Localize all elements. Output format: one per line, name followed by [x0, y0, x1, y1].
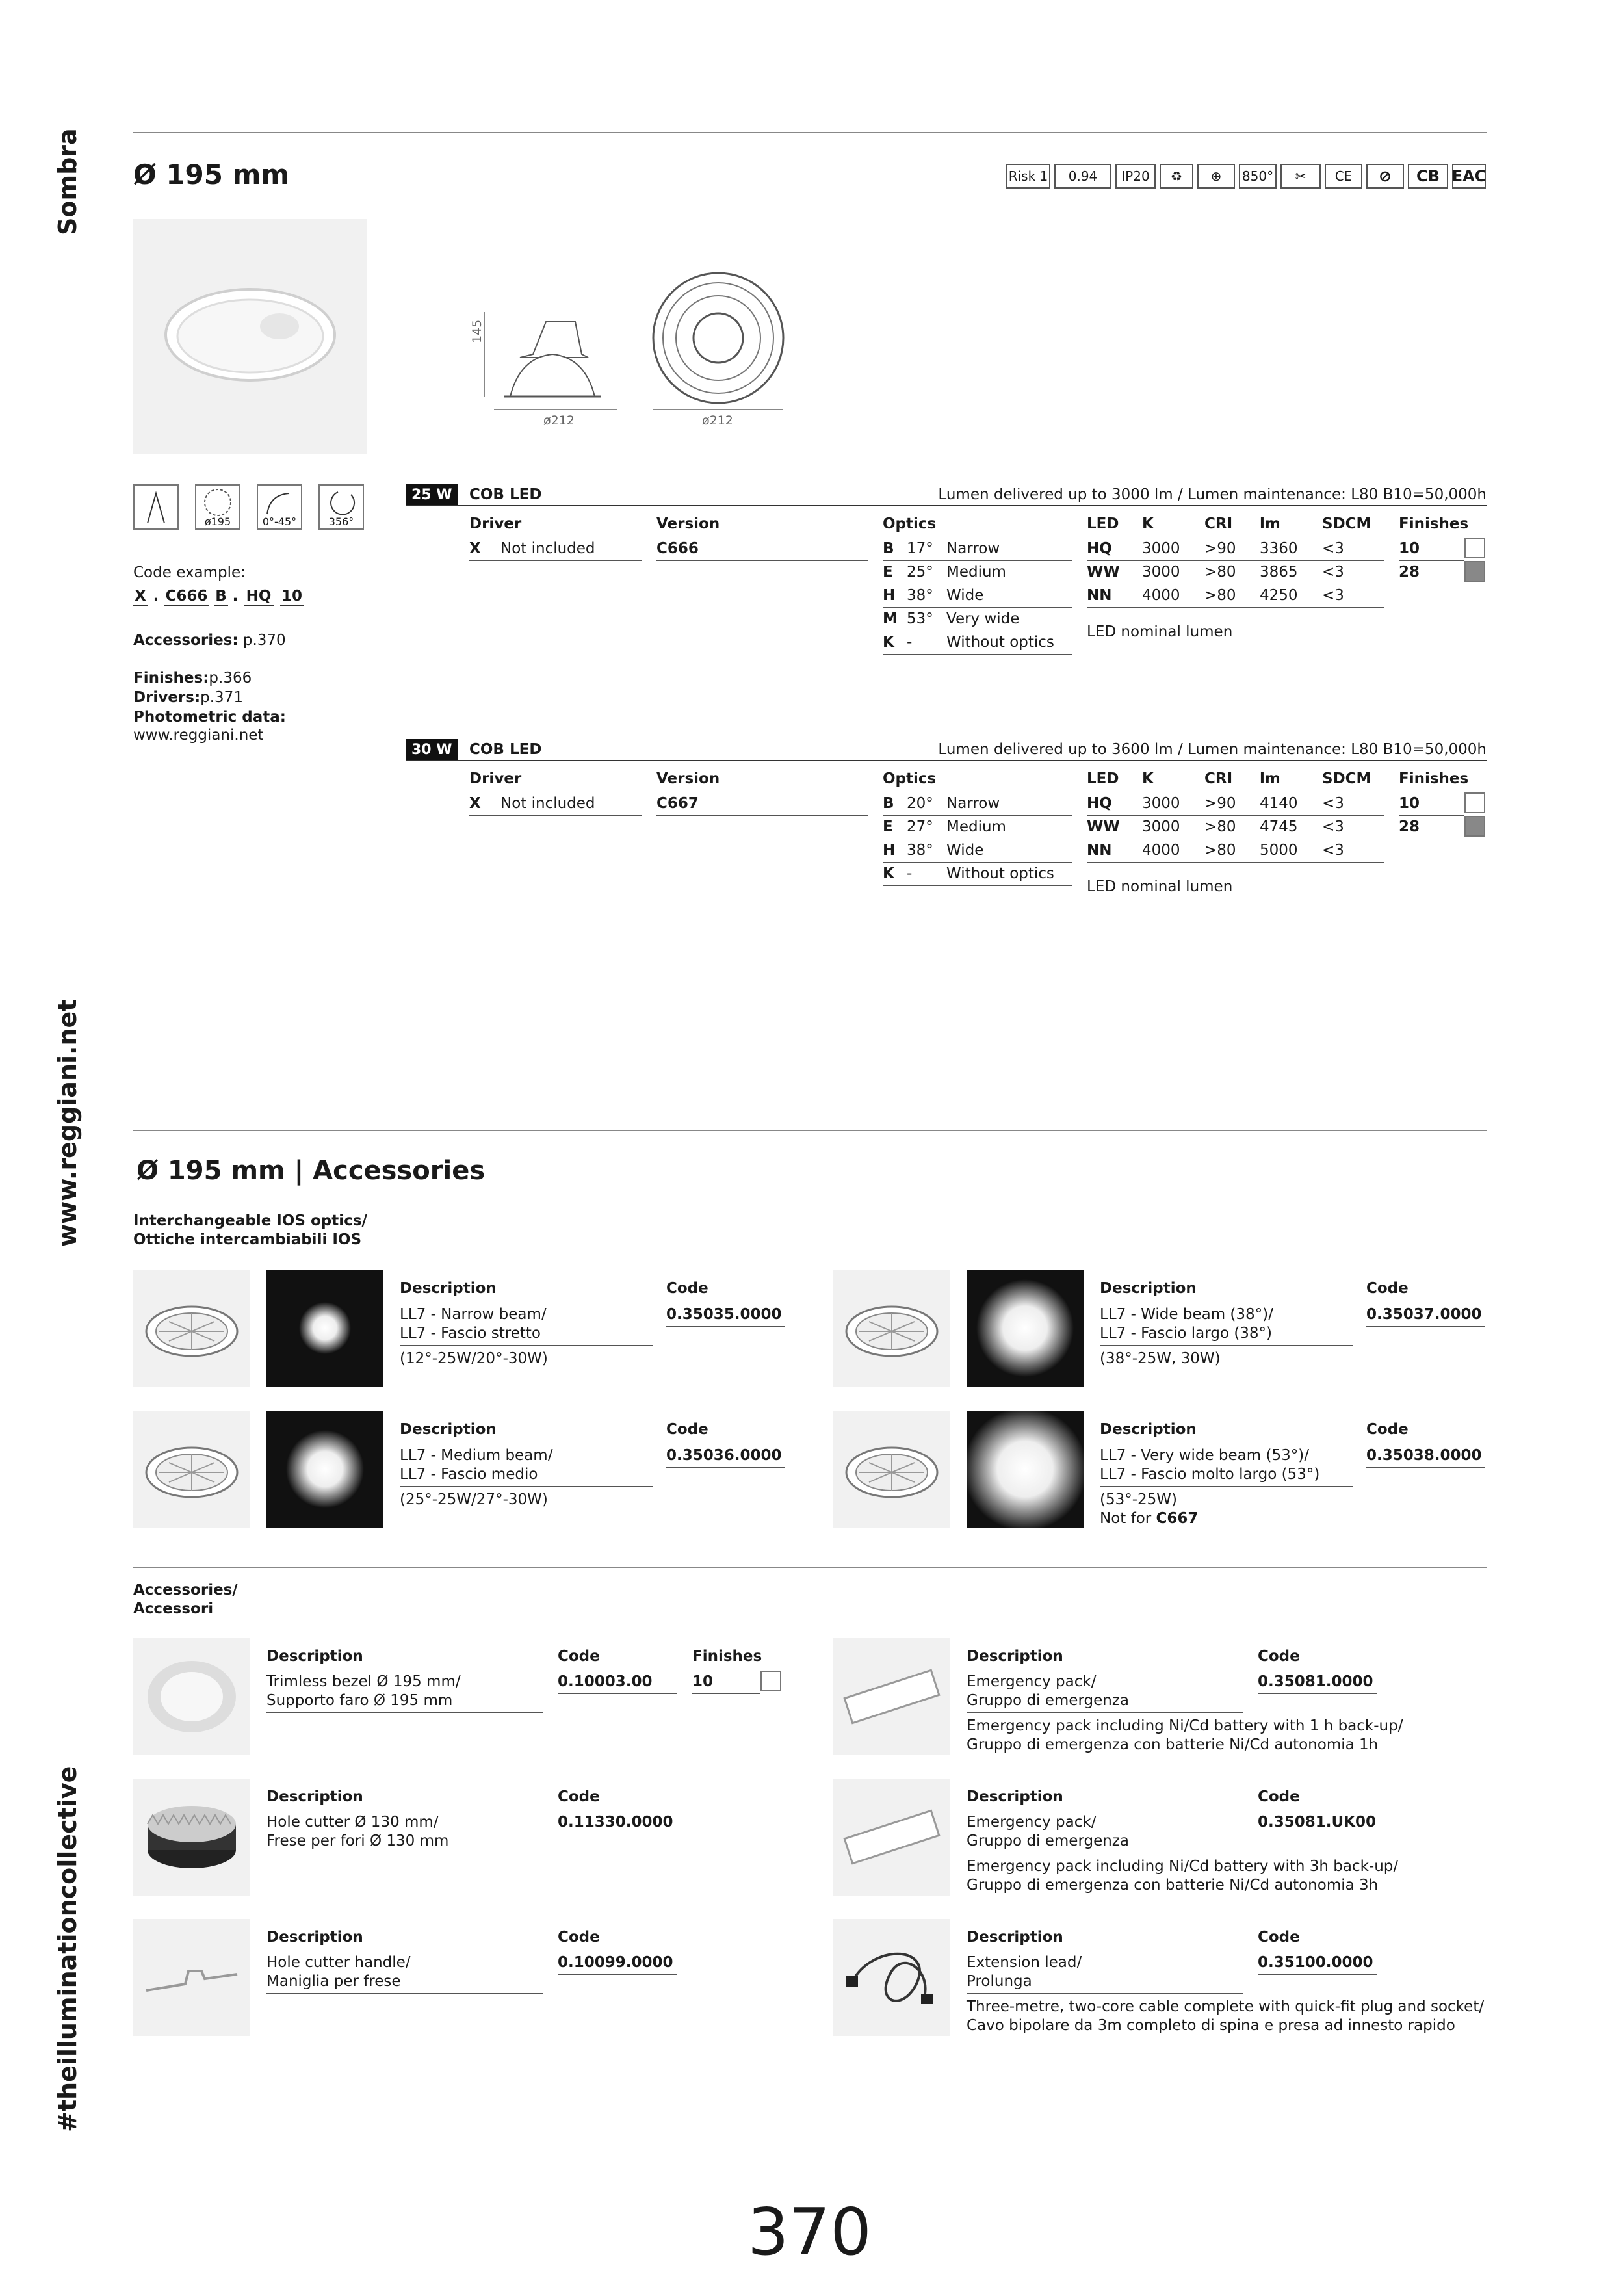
- cert-badge: 850°: [1239, 164, 1277, 189]
- finishes-ref: Finishes:p.366: [133, 670, 252, 686]
- beam-glow: [967, 1270, 1084, 1387]
- accessories-title: Ø 195 mm | Accessories: [136, 1156, 486, 1186]
- ios-desc-underline: [1100, 1486, 1353, 1487]
- col-header-lm: lm: [1260, 770, 1280, 787]
- downlight-image: [133, 219, 367, 454]
- acc-desc-line1: Trimless bezel Ø 195 mm/: [266, 1673, 461, 1690]
- optic-angle: 38°: [907, 587, 933, 604]
- drivers-ref: Drivers:p.371: [133, 689, 243, 706]
- accessory-photo: [133, 1638, 250, 1755]
- rotation-label: 356°: [328, 515, 354, 528]
- optic-name: Without optics: [946, 865, 1054, 882]
- acc-code: 0.35081.0000: [1258, 1673, 1373, 1690]
- reflector-image: [133, 1411, 250, 1528]
- ios-desc-line1: LL7 - Very wide beam (53°)/: [1100, 1447, 1309, 1464]
- cert-badge: ✂: [1280, 164, 1321, 189]
- optic-name: Very wide: [946, 610, 1020, 627]
- led-k: 3000: [1142, 795, 1180, 812]
- led-lm: 4250: [1260, 587, 1298, 604]
- col-header-lm: lm: [1260, 515, 1280, 532]
- reflector-photo: [833, 1270, 950, 1387]
- acc-desc-underline: [967, 1993, 1243, 1994]
- acc-desc-line1: Hole cutter Ø 130 mm/: [266, 1814, 439, 1831]
- led-underline: [1087, 607, 1384, 608]
- version-underline: [656, 815, 868, 816]
- acc-code-header: Code: [558, 1648, 600, 1665]
- driver-label: Not included: [500, 795, 595, 812]
- cert-badge: CB: [1408, 164, 1448, 189]
- led-lm: 3865: [1260, 564, 1298, 581]
- ios-desc-header: Description: [1100, 1280, 1197, 1297]
- reflector-image: [833, 1270, 950, 1387]
- sidebar-website[interactable]: www.reggiani.net: [53, 999, 82, 1247]
- acc-note-line2: Gruppo di emergenza con batterie Ni/Cd autonomia 3h: [967, 1877, 1379, 1894]
- finish-swatch: [1464, 538, 1485, 558]
- col-header-sdcm: SDCM: [1322, 770, 1371, 787]
- optic-angle: 20°: [907, 795, 933, 812]
- ios-desc-line1: LL7 - Medium beam/: [400, 1447, 553, 1464]
- col-header-finishes: Finishes: [1399, 770, 1469, 787]
- rotation-icon: [318, 484, 364, 530]
- optic-code: E: [883, 564, 893, 581]
- optic-name: Narrow: [946, 540, 1000, 557]
- acc-code-underline: [1258, 1693, 1377, 1694]
- accessory-image: [833, 1779, 950, 1896]
- optic-name: Wide: [946, 842, 984, 859]
- ios-desc-header: Description: [400, 1280, 497, 1297]
- ios-desc-line1: LL7 - Wide beam (38°)/: [1100, 1306, 1273, 1323]
- product-photo: [133, 219, 367, 454]
- version-code: C666: [656, 540, 699, 557]
- tilt-icon: [257, 484, 302, 530]
- acc-desc-line2: Supporto faro Ø 195 mm: [266, 1692, 453, 1709]
- acc-code: 0.11330.0000: [558, 1814, 673, 1831]
- acc-desc-line2: Gruppo di emergenza: [967, 1692, 1129, 1709]
- beam-photo: [967, 1411, 1084, 1528]
- led-cri: >90: [1204, 540, 1236, 557]
- page-number: 370: [747, 2194, 872, 2270]
- ios-desc-line2: LL7 - Fascio largo (38°): [1100, 1325, 1273, 1342]
- beam-glow: [266, 1411, 383, 1528]
- acc-note-line2: Gruppo di emergenza con batterie Ni/Cd autonomia 1h: [967, 1736, 1379, 1753]
- acc-finish-underline: [692, 1693, 760, 1694]
- ios-desc-line2: LL7 - Fascio stretto: [400, 1325, 541, 1342]
- acc-desc-header: Description: [266, 1788, 363, 1805]
- acc-code-underline: [558, 1974, 677, 1975]
- sidebar-hashtag: #theilluminationcollective: [53, 1766, 82, 2132]
- acc-finish-header: Finishes: [692, 1648, 762, 1665]
- col-header-version: Version: [656, 770, 720, 787]
- ios-code-underline: [666, 1326, 785, 1327]
- col-header-k: K: [1142, 770, 1154, 787]
- version-underline: [656, 560, 868, 561]
- led-underline: [1087, 560, 1384, 561]
- ios-desc-line3: (38°-25W, 30W): [1100, 1350, 1221, 1367]
- code-part: .: [153, 588, 159, 605]
- source-type: COB LED: [469, 741, 542, 758]
- acc-desc-header: Description: [967, 1929, 1063, 1946]
- optic-code: E: [883, 818, 893, 835]
- optic-underline: [883, 885, 1072, 886]
- reflector-photo: [833, 1411, 950, 1528]
- cert-badge: ⊕: [1197, 164, 1235, 189]
- reflector-photo: [133, 1270, 250, 1387]
- lumen-info: Lumen delivered up to 3600 lm / Lumen maintenance: L80 B10=50,000h: [938, 741, 1487, 758]
- ios-desc-line3: (53°-25W): [1100, 1491, 1178, 1508]
- cert-badge: Risk 1: [1006, 164, 1050, 189]
- ios-desc-underline: [1100, 1345, 1353, 1346]
- optic-name: Medium: [946, 818, 1006, 835]
- led-code: WW: [1087, 564, 1120, 581]
- acc-desc-line2: Frese per fori Ø 130 mm: [266, 1833, 449, 1849]
- ios-title-en: Interchangeable IOS optics/: [133, 1212, 367, 1229]
- optic-angle: 27°: [907, 818, 933, 835]
- acc-code: 0.10003.00: [558, 1673, 653, 1690]
- led-lm: 4745: [1260, 818, 1298, 835]
- finish-underline: [1399, 815, 1464, 816]
- ios-note-code: C667: [1156, 1510, 1199, 1527]
- optic-code: B: [883, 795, 894, 812]
- beam-glow: [266, 1270, 383, 1387]
- acc-finish-swatch: [760, 1671, 781, 1691]
- beam-icon: [133, 484, 179, 530]
- diameter-icon: [195, 484, 240, 530]
- ios-desc-line3: (12°-25W/20°-30W): [400, 1350, 548, 1367]
- accessory-photo: [133, 1779, 250, 1896]
- led-lm: 3360: [1260, 540, 1298, 557]
- led-cri: >80: [1204, 818, 1236, 835]
- acc-desc-underline: [967, 1712, 1243, 1713]
- optic-angle: 38°: [907, 842, 933, 859]
- led-sdcm: <3: [1322, 818, 1344, 835]
- page-title: Ø 195 mm: [133, 159, 290, 190]
- led-cri: >80: [1204, 564, 1236, 581]
- optic-underline: [883, 560, 1072, 561]
- block-rule: [406, 505, 1487, 506]
- acc-code: 0.35081.UK00: [1258, 1814, 1377, 1831]
- accessory-photo: [133, 1919, 250, 2036]
- acc-desc-underline: [266, 1993, 543, 1994]
- acc-desc-line1: Extension lead/: [967, 1954, 1082, 1971]
- acc-finish-code: 10: [692, 1673, 714, 1690]
- optic-code: M: [883, 610, 898, 627]
- accessory-image: [833, 1919, 950, 2036]
- finish-code: 10: [1399, 540, 1420, 557]
- beam-photo: [266, 1270, 383, 1387]
- col-header-led: LED: [1087, 515, 1119, 532]
- accessory-image: [133, 1779, 250, 1896]
- acc-note-line1: Emergency pack including Ni/Cd battery with 1 h back-up/: [967, 1717, 1403, 1734]
- diameter-label: ø195: [204, 515, 231, 528]
- optic-code: K: [883, 634, 894, 651]
- ios-desc-underline: [400, 1345, 653, 1346]
- accessory-image: [833, 1638, 950, 1755]
- finish-code: 28: [1399, 818, 1420, 835]
- col-header-cri: CRI: [1204, 770, 1233, 787]
- diameter-side: ø212: [543, 413, 575, 428]
- led-k: 3000: [1142, 540, 1180, 557]
- reflector-image: [833, 1411, 950, 1528]
- ios-code-underline: [1366, 1467, 1485, 1468]
- watt-tag: 30 W: [406, 739, 458, 760]
- optic-angle: 25°: [907, 564, 933, 581]
- col-header-optics: Optics: [883, 770, 937, 787]
- driver-code: X: [469, 795, 481, 812]
- acc-code-header: Code: [558, 1929, 600, 1946]
- beam-glow: [967, 1411, 1084, 1528]
- code-part: HQ: [244, 588, 274, 606]
- led-sdcm: <3: [1322, 540, 1344, 557]
- acc-desc-line1: Emergency pack/: [967, 1673, 1097, 1690]
- diameter-top: ø212: [702, 413, 733, 428]
- cert-badge: EAC: [1452, 164, 1486, 189]
- photometric-label: Photometric data:: [133, 709, 286, 725]
- code-part: X: [133, 588, 148, 606]
- driver-code: X: [469, 540, 481, 557]
- sidebar-brand: Sombra: [53, 128, 82, 235]
- ios-code-header: Code: [666, 1280, 708, 1297]
- led-cri: >80: [1204, 587, 1236, 604]
- col-header-sdcm: SDCM: [1322, 515, 1371, 532]
- cert-badge: 0.94: [1054, 164, 1111, 189]
- code-example-label: Code example:: [133, 564, 246, 581]
- acc-desc-line1: Hole cutter handle/: [266, 1954, 411, 1971]
- beam-photo: [967, 1270, 1084, 1387]
- led-k: 3000: [1142, 564, 1180, 581]
- ios-code: 0.35035.0000: [666, 1306, 782, 1323]
- acc-desc-header: Description: [266, 1929, 363, 1946]
- acc-desc-header: Description: [967, 1788, 1063, 1805]
- led-code: NN: [1087, 587, 1112, 604]
- col-header-led: LED: [1087, 770, 1119, 787]
- code-part: .: [232, 588, 239, 605]
- code-part: C666: [165, 588, 208, 605]
- acc-code: 0.35100.0000: [1258, 1954, 1373, 1971]
- finish-swatch: [1464, 792, 1485, 813]
- source-type: COB LED: [469, 486, 542, 503]
- led-sdcm: <3: [1322, 564, 1344, 581]
- accessory-photo: [833, 1919, 950, 2036]
- acc-code-header: Code: [1258, 1648, 1300, 1665]
- optic-underline: [883, 654, 1072, 655]
- ios-desc-underline: [400, 1486, 653, 1487]
- code-part: B: [214, 588, 228, 606]
- ios-code-header: Code: [1366, 1280, 1409, 1297]
- cert-badge: IP20: [1115, 164, 1156, 189]
- led-cri: >90: [1204, 795, 1236, 812]
- acc-desc-line1: Emergency pack/: [967, 1814, 1097, 1831]
- acc-title-it: Accessori: [133, 1600, 214, 1617]
- acc-desc-header: Description: [967, 1648, 1063, 1665]
- finish-swatch: [1464, 816, 1485, 837]
- accessory-photo: [833, 1638, 950, 1755]
- led-k: 3000: [1142, 818, 1180, 835]
- optic-name: Narrow: [946, 795, 1000, 812]
- col-header-cri: CRI: [1204, 515, 1233, 532]
- led-k: 4000: [1142, 587, 1180, 604]
- led-underline: [1087, 815, 1384, 816]
- ios-code: 0.35036.0000: [666, 1447, 782, 1464]
- ios-desc-line3: (25°-25W/27°-30W): [400, 1491, 548, 1508]
- optic-underline: [883, 862, 1072, 863]
- optic-name: Wide: [946, 587, 984, 604]
- accessory-photo: [833, 1779, 950, 1896]
- ios-desc-line1: LL7 - Narrow beam/: [400, 1306, 547, 1323]
- ios-title-it: Ottiche intercambiabili IOS: [133, 1231, 362, 1248]
- acc-code-header: Code: [1258, 1788, 1300, 1805]
- led-note: LED nominal lumen: [1087, 878, 1233, 895]
- led-code: HQ: [1087, 795, 1112, 812]
- acc-desc-line2: Prolunga: [967, 1973, 1032, 1990]
- optic-code: B: [883, 540, 894, 557]
- acc-note-line2: Cavo bipolare da 3m completo di spina e presa ad innesto rapido: [967, 2017, 1455, 2034]
- ios-note: Not for: [1100, 1510, 1156, 1527]
- ios-desc-line4: [1100, 1510, 1198, 1527]
- watt-tag: 25 W: [406, 484, 458, 505]
- led-underline: [1087, 862, 1384, 863]
- accessories-divider: [133, 1130, 1487, 1131]
- cert-badge: ⊘: [1366, 164, 1404, 189]
- optic-name: Without optics: [946, 634, 1054, 651]
- accessories-ref: Accessories: p.370: [133, 632, 286, 649]
- cert-badge: CE: [1325, 164, 1362, 189]
- acc-desc-line2: Maniglia per frese: [266, 1973, 401, 1990]
- finish-code: 28: [1399, 564, 1420, 581]
- ios-code-underline: [1366, 1326, 1485, 1327]
- beam-photo: [266, 1411, 383, 1528]
- led-cri: >80: [1204, 842, 1236, 859]
- optic-underline: [883, 815, 1072, 816]
- acc-title-en: Accessories/: [133, 1582, 238, 1598]
- reflector-photo: [133, 1411, 250, 1528]
- col-header-driver: Driver: [469, 515, 522, 532]
- optic-underline: [883, 607, 1072, 608]
- ios-code-header: Code: [666, 1421, 708, 1438]
- accessory-image: [133, 1638, 250, 1755]
- optic-angle: -: [907, 634, 913, 651]
- lumen-info: Lumen delivered up to 3000 lm / Lumen maintenance: L80 B10=50,000h: [938, 486, 1487, 503]
- acc-desc-line2: Gruppo di emergenza: [967, 1833, 1129, 1849]
- ios-code-underline: [666, 1467, 785, 1468]
- led-code: WW: [1087, 818, 1120, 835]
- reflector-image: [133, 1270, 250, 1387]
- finish-underline: [1399, 560, 1464, 561]
- acc-code-underline: [1258, 1974, 1377, 1975]
- led-sdcm: <3: [1322, 795, 1344, 812]
- optic-angle: -: [907, 865, 913, 882]
- version-code: C667: [656, 795, 699, 812]
- acc-note-line1: Emergency pack including Ni/Cd battery with 3h back-up/: [967, 1858, 1399, 1875]
- block-rule: [406, 760, 1487, 761]
- tilt-label: 0°-45°: [262, 515, 297, 528]
- optic-code: H: [883, 587, 896, 604]
- acc-code-header: Code: [1258, 1929, 1300, 1946]
- col-header-version: Version: [656, 515, 720, 532]
- driver-label: Not included: [500, 540, 595, 557]
- photometric-link[interactable]: www.reggiani.net: [133, 727, 264, 744]
- led-code: HQ: [1087, 540, 1112, 557]
- led-sdcm: <3: [1322, 842, 1344, 859]
- ios-desc-header: Description: [400, 1421, 497, 1438]
- col-header-optics: Optics: [883, 515, 937, 532]
- optic-code: K: [883, 865, 894, 882]
- col-header-finishes: Finishes: [1399, 515, 1469, 532]
- col-header-k: K: [1142, 515, 1154, 532]
- ios-code: 0.35037.0000: [1366, 1306, 1482, 1323]
- code-example: [133, 588, 315, 608]
- cert-badge: ♻: [1160, 164, 1193, 189]
- col-header-driver: Driver: [469, 770, 522, 787]
- acc-desc-underline: [266, 1712, 543, 1713]
- code-part: 10: [281, 588, 302, 605]
- optic-code: H: [883, 842, 896, 859]
- ios-code: 0.35038.0000: [1366, 1447, 1482, 1464]
- led-lm: 4140: [1260, 795, 1298, 812]
- acc-code-underline: [558, 1693, 677, 1694]
- acc-divider: [133, 1567, 1487, 1568]
- driver-underline: [469, 815, 642, 816]
- optic-angle: 17°: [907, 540, 933, 557]
- led-sdcm: <3: [1322, 587, 1344, 604]
- led-k: 4000: [1142, 842, 1180, 859]
- led-code: NN: [1087, 842, 1112, 859]
- finish-swatch: [1464, 561, 1485, 582]
- accessory-image: [133, 1919, 250, 2036]
- acc-note-line1: Three-metre, two-core cable complete with quick-fit plug and socket/: [967, 1998, 1485, 2015]
- led-note: LED nominal lumen: [1087, 623, 1233, 640]
- ios-desc-header: Description: [1100, 1421, 1197, 1438]
- acc-code: 0.10099.0000: [558, 1954, 673, 1971]
- ios-desc-line2: LL7 - Fascio molto largo (53°): [1100, 1466, 1320, 1483]
- acc-desc-header: Description: [266, 1648, 363, 1665]
- certification-icons: [1006, 164, 1487, 190]
- technical-drawing: [455, 260, 812, 436]
- finish-code: 10: [1399, 795, 1420, 812]
- optic-name: Medium: [946, 564, 1006, 581]
- led-lm: 5000: [1260, 842, 1298, 859]
- ios-desc-line2: LL7 - Fascio medio: [400, 1466, 538, 1483]
- height-dimension: 145: [470, 319, 484, 343]
- optic-angle: 53°: [907, 610, 933, 627]
- acc-code-header: Code: [558, 1788, 600, 1805]
- top-divider: [133, 132, 1487, 133]
- ios-code-header: Code: [1366, 1421, 1409, 1438]
- driver-underline: [469, 560, 642, 561]
